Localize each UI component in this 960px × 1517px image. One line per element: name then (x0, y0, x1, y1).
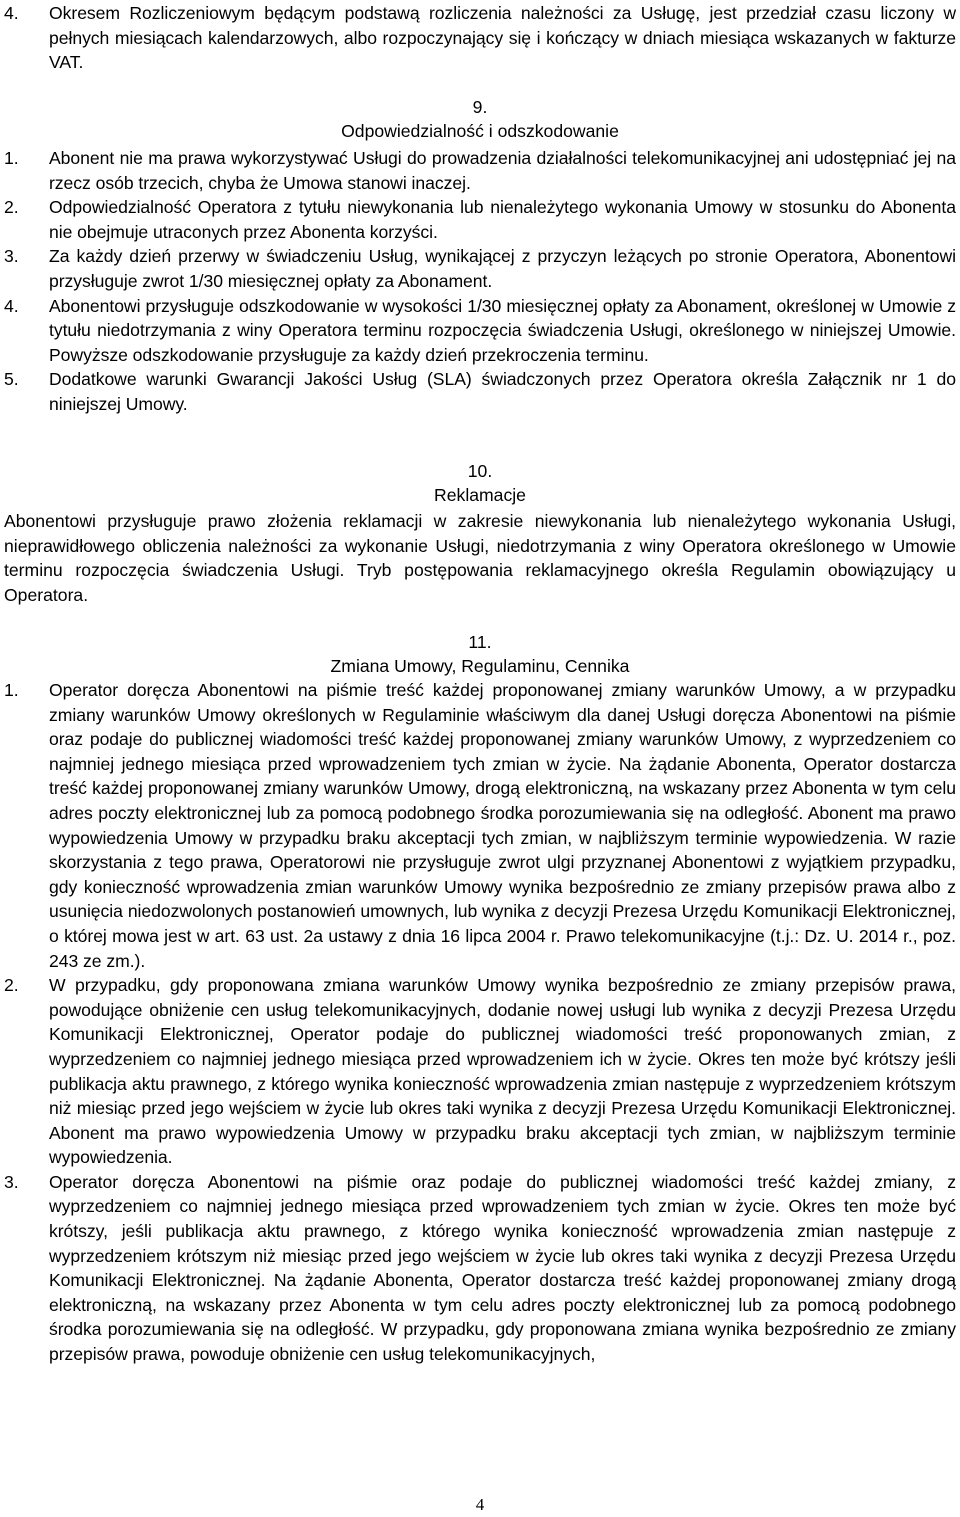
list-item (0, 294, 956, 368)
intro-block (0, 1, 956, 75)
item-text: Operator doręcza Abonentowi na piśmie treść każdej proponowanej zmiany warunków Umowy, a w przypadku zmiany warunków Umowy określonych w Regulaminie właściwym dla danej Usługi doręcza Abonentowi na piśmie oraz podaje do publicznej wiadomości treść każdej proponowanej zmiany warunków Umowy, z wyprzedzeniem co najmniej jednego miesiąca przed wprowadzeniem tych zmian w życie. Na żądanie Abonenta, Operator dostarcza treść każdej proponowanej zmiany warunków Umowy, drogą elektroniczną, na wskazany przez Abonenta w tym celu adres poczty elektronicznej lub za pomocą podobnego środka porozumiewania się na odległość. Abonent ma prawo wypowiedzenia Umowy w przypadku braku akceptacji tych zmian, w najbliższym terminie wypowiedzenia. W razie skorzystania z tego prawa, Operatorowi nie przysługuje zwrot ulgi przyznanej Abonentowi z wyjątkiem przypadku, gdy konieczność wprowadzenia zmian warunków Umowy wynika bezpośrednio ze zmiany przepisów prawa albo z usunięcia niedozwolonych postanowień umownych, lub wynika z decyzji Prezesa Urzędu Komunikacji Elektronicznej, o której mowa jest w art. 63 ust. 2a ustawy z dnia 16 lipca 2004 r. Prawo telekomunikacyjne (t.j.: Dz. U. 2014 r., poz. 243 ze zm.). (49, 680, 956, 971)
item-text: Za każdy dzień przerwy w świadczeniu Usług, wynikającej z przyczyn leżących po stronie Operatora, Abonentowi przysługuje zwrot 1/30 miesięcznej opłaty za Abonament. (49, 246, 956, 291)
list-item (0, 367, 956, 416)
item-text: Abonentowi przysługuje odszkodowanie w wysokości 1/30 miesięcznej opłaty za Abonament, określonej w Umowie z tytułu niedotrzymania z winy Operatora terminu rozpoczęcia świadczenia Usługi, określonego w niniejszej Umowie. Powyższe odszkodowanie przysługuje za każdy dzień przekroczenia terminu. (49, 295, 956, 365)
list-item (0, 678, 956, 973)
item-text: W przypadku, gdy proponowana zmiana warunków Umowy wynika bezpośrednio ze zmiany przepisów prawa, powodujące obniżenie cen usług telekomunikacyjnych, dodanie nowej usługi lub wynika z decyzji Prezesa Urzędu Komunikacji Elektronicznej, Operator podaje do publicznej wiadomości treść proponowanych zmian, z wyprzedzeniem co najmniej jednego miesiąca przed wprowadzeniem ich w życie. Okres ten może być krótszy jeśli publikacja aktu prawnego, z którego wynika konieczność wprowadzenia zmian następuje z wyprzedzeniem krótszym niż miesiąc przed jego wejściem w życie lub okres taki wynika z decyzji Prezesa Urzędu Komunikacji Elektronicznej. Abonent ma prawo wypowiedzenia Umowy w przypadku braku akceptacji tych zmian, w najbliższym terminie wypowiedzenia. (49, 975, 956, 1168)
list-item (0, 195, 956, 244)
item-number: 2. (4, 975, 19, 996)
list-item (0, 973, 956, 1170)
section-title: Reklamacje (434, 485, 526, 505)
item-number: 2. (4, 197, 19, 218)
item-text: Dodatkowe warunki Gwarancji Jakości Usług (SLA) świadczonych przez Operatora określa Załącznik nr 1 do niniejszej Umowy. (49, 369, 956, 414)
section-number: 11. (468, 632, 492, 652)
list-item (0, 146, 956, 195)
item-number: 3. (4, 246, 19, 267)
section-10-heading (0, 459, 960, 507)
item-number: 4. (4, 295, 19, 316)
section-title: Odpowiedzialność i odszkodowanie (341, 121, 619, 141)
item-number: 1. (4, 148, 19, 168)
section-9-heading (0, 95, 960, 143)
section-number: 10. (467, 461, 493, 481)
list-item (0, 1, 956, 75)
list-item (0, 1170, 956, 1367)
item-text: Operator doręcza Abonentowi na piśmie oraz podaje do publicznej wiadomości treść każdej zmiany, z wyprzedzeniem co najmniej jednego miesiąca przed wprowadzeniem tych zmian w życie. Okres ten może być krótszy, jeśli publikacja aktu prawnego, z którego wynika konieczność wprowadzenia zmian następuje z wyprzedzeniem krótszym niż miesiąc przed jego wejściem w życie lub okres taki wynika z decyzji Prezesa Urzędu Komunikacji Elektronicznej. Na żądanie Abonenta, Operator dostarcza treść każdej proponowanej zmiany drogą elektroniczną, na wskazany przez Abonenta w tym celu adres poczty elektronicznej lub za pomocą podobnego środka porozumiewania się na odległość. W przypadku, gdy proponowana zmiana wynika bezpośrednio ze zmiany przepisów prawa, powoduje obniżenie cen usług telekomunikacyjnych, (49, 1171, 956, 1365)
item-text: Abonent nie ma prawa wykorzystywać Usługi do prowadzenia działalności telekomunikacyjnej ani udostępniać jej na rzecz osób trzecich, chyba że Umowa stanowi inaczej. (49, 148, 956, 193)
section-11-heading (0, 630, 960, 678)
item-text: Odpowiedzialność Operatora z tytułu niewykonania lub nienależytego wykonania Umowy w stosunku do Abonenta nie obejmuje utraconych przez Abonenta korzyści. (49, 197, 956, 242)
section-number: 9. (472, 97, 488, 117)
item-text: Okresem Rozliczeniowym będącym podstawą rozliczenia należności za Usługę, jest przedział czasu liczony w pełnych miesiącach kalendarzowych, albo rozpoczynający się i kończący w dniach miesiąca wskazanych w fakturze VAT. (49, 3, 956, 73)
section-11-list (0, 678, 956, 1367)
section-9-list (0, 146, 956, 417)
item-number: 1. (4, 680, 19, 700)
section-10-paragraph: Abonentowi przysługuje prawo złożenia reklamacji w zakresie niewykonania lub nienależytego wykonania Usługi, nieprawidłowego obliczenia należności za wykonanie Usługi, niedotrzymania z winy Operatora określonego w Umowie terminu rozpoczęcia świadczenia Usługi. Tryb postępowania reklamacyjnego określa Regulamin obowiązujący u Operatora. (4, 511, 956, 605)
list-item (0, 244, 956, 293)
page-number: 4 (475, 1495, 485, 1514)
item-number: 3. (4, 1171, 19, 1192)
section-title: Zmiana Umowy, Regulaminu, Cennika (330, 656, 630, 676)
item-number: 4. (4, 3, 19, 23)
item-number: 5. (4, 369, 19, 390)
